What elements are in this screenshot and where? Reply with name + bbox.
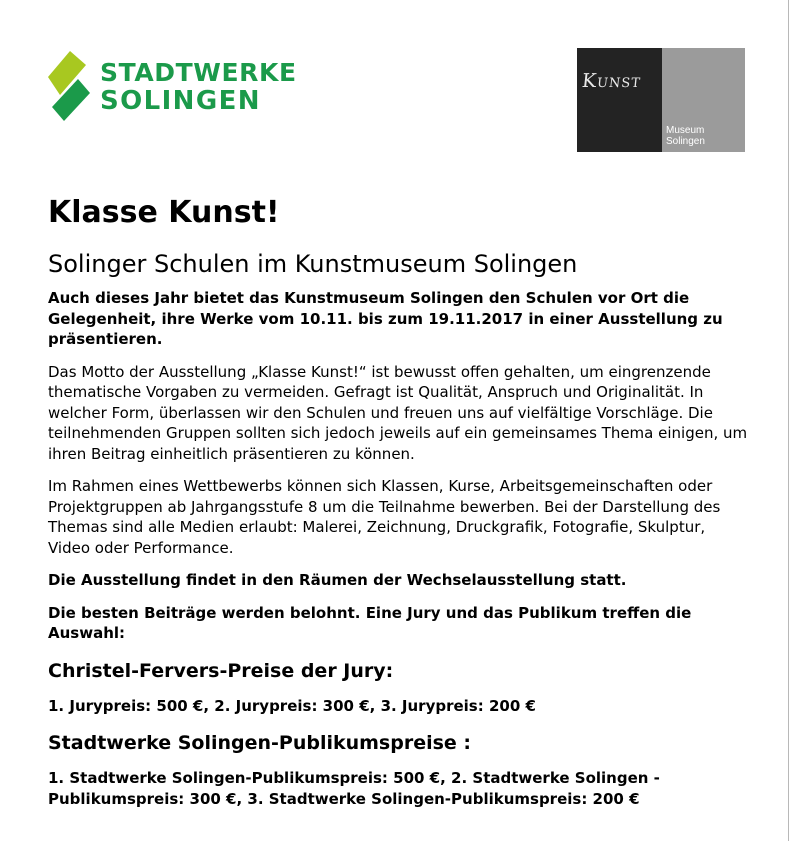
kunstmuseum-solingen-logo — [577, 48, 745, 152]
jury-prizes-text: 1. Jurypreis: 500 €, 2. Jurypreis: 300 €, 3. Jurypreis: 200 € — [48, 696, 536, 715]
document-subtitle: Solinger Schulen im Kunstmuseum Solingen — [48, 250, 578, 278]
document-title: Klasse Kunst! — [48, 195, 280, 230]
stadtwerke-logo-line2: SOLINGEN — [100, 86, 261, 116]
stadtwerke-logo-line1: STADTWERKE — [100, 58, 297, 87]
document-body — [48, 188, 748, 809]
jury-intro-paragraph: Die besten Beiträge werden belohnt. Eine Jury und das Publikum treffen die Auswahl: — [48, 603, 692, 642]
stadtwerke-leaf-icon — [48, 49, 92, 123]
museum-logo-word: Kunst — [580, 70, 643, 92]
jury-prizes-heading: Christel-Fervers-Preise der Jury: — [48, 659, 394, 682]
location-paragraph: Die Ausstellung findet in den Räumen der Wechselausstellung statt. — [48, 571, 627, 589]
public-prizes-heading: Stadtwerke Solingen-Publikumspreise : — [48, 732, 472, 754]
intro-paragraph: Auch dieses Jahr bietet das Kunstmuseum Solingen den Schulen vor Ort die Gelegenheit, ihre Werke vom 10.11. bis zum 19.11.2017 in einer Ausstellung zu präsentieren. — [48, 289, 723, 348]
motto-paragraph: Das Motto der Ausstellung „Klasse Kunst!“ ist bewusst offen gehalten, um eingrenzende thematische Vorgaben zu vermeiden. Gefragt ist Qualität, Anspruch und Originalität. In welcher Form, überlassen wir den Schulen und freuen uns auf vielfältige Vorschläge. Die teilnehmenden Gruppen sollten sich jedoch jeweils auf ein gemeinsames Thema einigen, um ihren Beitrag einheitlich präsentieren zu können. — [48, 362, 748, 463]
stadtwerke-solingen-logo — [48, 49, 308, 123]
museum-logo-sub2: Solingen — [666, 136, 705, 147]
competition-paragraph: Im Rahmen eines Wettbewerbs können sich Klassen, Kurse, Arbeitsgemeinschaften oder Projektgruppen ab Jahrgangsstufe 8 um die Teilnahme bewerben. Bei der Darstellung des Themas sind alle Medien erlaubt: Malerei, Zeichnung, Druckgrafik, Fotografie, Skulptur, Video oder Performance. — [48, 477, 721, 557]
public-prizes-text: 1. Stadtwerke Solingen-Publikumspreis: 500 €, 2. Stadtwerke Solingen -Publikumspreis: 300 €, 3. Stadtwerke Solingen-Publikumspreis: 200 € — [48, 769, 660, 808]
page-edge-line — [788, 0, 789, 841]
museum-logo-sub1: Museum — [666, 125, 705, 136]
